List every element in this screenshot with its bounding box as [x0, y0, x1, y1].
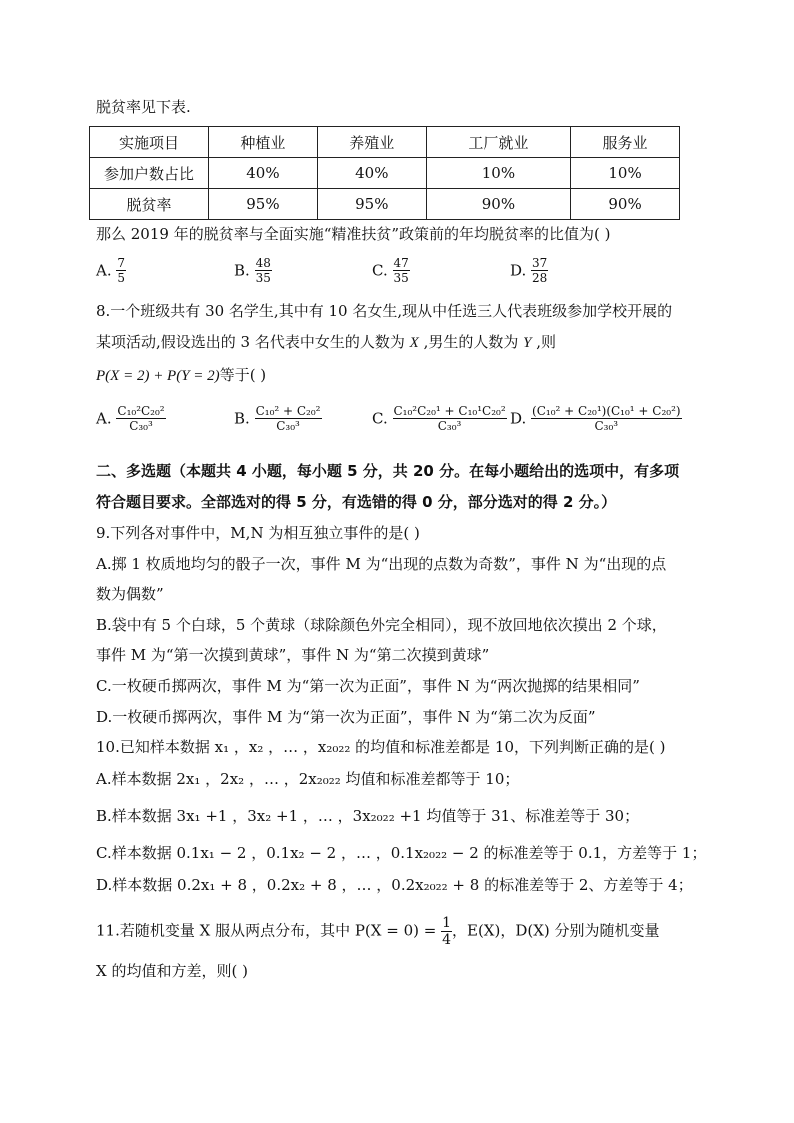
table-cell: 40%: [317, 158, 426, 189]
table-row: [90, 158, 680, 189]
table-header-cell: 工厂就业: [426, 127, 570, 158]
table-cell: 脱贫率: [90, 189, 209, 220]
table-header-cell: 养殖业: [317, 127, 426, 158]
q7-option-a[interactable]: [96, 256, 126, 285]
option-fraction: [255, 404, 322, 433]
q8-option-c[interactable]: [372, 404, 507, 433]
fraction-denominator: C₃₀³: [594, 419, 619, 433]
table-cell: 10%: [571, 158, 680, 189]
option-label: A.: [96, 261, 112, 280]
q11-stem: [96, 915, 660, 948]
option-fraction: [255, 256, 272, 285]
fraction-numerator: 1: [442, 915, 451, 931]
fraction-numerator: C₁₀²C₂₀²: [117, 404, 165, 418]
option-label: B.: [234, 409, 250, 428]
option-fraction: [531, 256, 548, 285]
q7-option-d[interactable]: [510, 256, 548, 285]
table-header-row: [90, 127, 680, 158]
fraction-numerator: C₁₀²C₂₀¹ + C₁₀¹C₂₀²: [393, 404, 506, 418]
q8-option-b[interactable]: [234, 404, 322, 433]
fraction-denominator: C₃₀³: [129, 419, 153, 433]
fraction-denominator: C₃₀³: [437, 419, 462, 433]
fraction-numerator: 48: [255, 256, 271, 270]
q11-fraction: [441, 915, 452, 948]
table-cell: 10%: [426, 158, 570, 189]
variable-y: Y: [523, 335, 532, 351]
fraction-numerator: 47: [393, 256, 409, 270]
q9-option-b-line2[interactable]: 事件 M 为“第一次摸到黄球”，事件 N 为“第二次摸到黄球”: [96, 646, 490, 664]
section-heading-line1: 二、多选题（本题共 4 小题，每小题 5 分，共 20 分。在每小题给出的选项中，有多项: [96, 462, 680, 480]
option-label: A.: [96, 409, 112, 428]
q11-line2: X 的均值和方差，则( ): [96, 962, 248, 980]
fraction-denominator: 35: [393, 271, 409, 285]
fraction-numerator: (C₁₀² + C₂₀¹)(C₁₀¹ + C₂₀²): [532, 404, 681, 418]
table-header-cell: 服务业: [571, 127, 680, 158]
q8-text: ,男生的人数为: [418, 333, 524, 351]
q10-option-b[interactable]: B.样本数据 3x₁ +1 ，3x₂ +1 ，… ，3x₂₀₂₂ +1 均值等于 31、标准差等于 30；: [96, 807, 640, 825]
option-fraction: [116, 256, 126, 285]
q8-text: 等于( ): [219, 366, 267, 384]
q11-text: ，E(X)，D(X) 分别为随机变量: [452, 921, 660, 940]
q8-line3: [96, 364, 266, 387]
table-header-cell: 实施项目: [90, 127, 209, 158]
q9-option-a-line1[interactable]: A.掷 1 枚质地均匀的骰子一次，事件 M 为“出现的点数为奇数”，事件 N 为“出现的点: [96, 555, 667, 573]
table-row: [90, 189, 680, 220]
fraction-denominator: 28: [532, 271, 548, 285]
table-header-cell: 种植业: [209, 127, 318, 158]
table-cell: 90%: [426, 189, 570, 220]
table-cell: 95%: [317, 189, 426, 220]
fraction-numerator: C₁₀² + C₂₀²: [255, 404, 321, 418]
q9-stem: 9.下列各对事件中，M,N 为相互独立事件的是( ): [96, 524, 420, 542]
q8-line2: [96, 331, 556, 354]
option-fraction: [116, 404, 165, 433]
fraction-denominator: 5: [117, 271, 126, 285]
intro-text: 脱贫率见下表.: [96, 98, 191, 116]
q9-option-a-line2[interactable]: 数为偶数”: [96, 585, 164, 603]
option-label: D.: [510, 409, 527, 428]
q7-option-c[interactable]: [372, 256, 410, 285]
q7-option-b[interactable]: [234, 256, 272, 285]
q8-expression: P(X = 2) + P(Y = 2): [96, 368, 220, 384]
table-cell: 40%: [209, 158, 318, 189]
table-cell: 95%: [209, 189, 318, 220]
table-cell: 参加户数占比: [90, 158, 209, 189]
q10-option-c[interactable]: C.样本数据 0.1x₁ − 2 ，0.1x₂ − 2 ，… ，0.1x₂₀₂₂ − 2 的标准差等于 0.1，方差等于 1；: [96, 844, 707, 862]
q8-text: 某项活动,假设选出的 3 名代表中女生的人数为: [96, 333, 410, 351]
q9-option-d[interactable]: D.一枚硬币掷两次，事件 M 为“第一次为正面”，事件 N 为“第二次为反面”: [96, 708, 596, 726]
fraction-denominator: C₃₀³: [276, 419, 300, 433]
q10-option-a[interactable]: A.样本数据 2x₁ ，2x₂ ，… ，2x₂₀₂₂ 均值和标准差都等于 10；: [96, 770, 520, 788]
q11-text: 11.若随机变量 X 服从两点分布，其中 P(X = 0) =: [96, 921, 442, 940]
option-label: C.: [372, 261, 388, 280]
option-fraction: [531, 404, 682, 433]
q7-stem: 那么 2019 年的脱贫率与全面实施“精准扶贫”政策前的年均脱贫率的比值为( ): [96, 225, 611, 243]
poverty-rate-table: [89, 126, 680, 220]
fraction-numerator: 37: [532, 256, 548, 270]
q8-option-d[interactable]: [510, 404, 682, 433]
option-fraction: [393, 404, 507, 433]
fraction-numerator: 7: [117, 256, 126, 270]
option-label: B.: [234, 261, 250, 280]
option-fraction: [393, 256, 410, 285]
fraction-denominator: 4: [442, 932, 451, 948]
option-label: C.: [372, 409, 388, 428]
fraction-denominator: 35: [255, 271, 271, 285]
q8-option-a[interactable]: [96, 404, 166, 433]
table-cell: 90%: [571, 189, 680, 220]
q8-line1: 8.一个班级共有 30 名学生,其中有 10 名女生,现从中任选三人代表班级参加学校开展的: [96, 302, 673, 320]
q8-text: ,则: [531, 333, 556, 351]
q9-option-c[interactable]: C.一枚硬币掷两次，事件 M 为“第一次为正面”，事件 N 为“两次抛掷的结果相同”: [96, 677, 640, 695]
variable-x: X: [409, 335, 419, 351]
q10-option-d[interactable]: D.样本数据 0.2x₁ + 8 ，0.2x₂ + 8 ，… ，0.2x₂₀₂₂ + 8 的标准差等于 2、方差等于 4；: [96, 876, 693, 894]
q9-option-b-line1[interactable]: B.袋中有 5 个白球，5 个黄球（球除颜色外完全相同），现不放回地依次摸出 2 个球，: [96, 616, 667, 634]
section-heading-line2: 符合题目要求。全部选对的得 5 分，有选错的得 0 分，部分选对的得 2 分。）: [96, 493, 617, 511]
q10-stem: 10.已知样本数据 x₁ ，x₂ ，… ，x₂₀₂₂ 的均值和标准差都是 10，下列判断正确的是( ): [96, 738, 666, 756]
option-label: D.: [510, 261, 527, 280]
